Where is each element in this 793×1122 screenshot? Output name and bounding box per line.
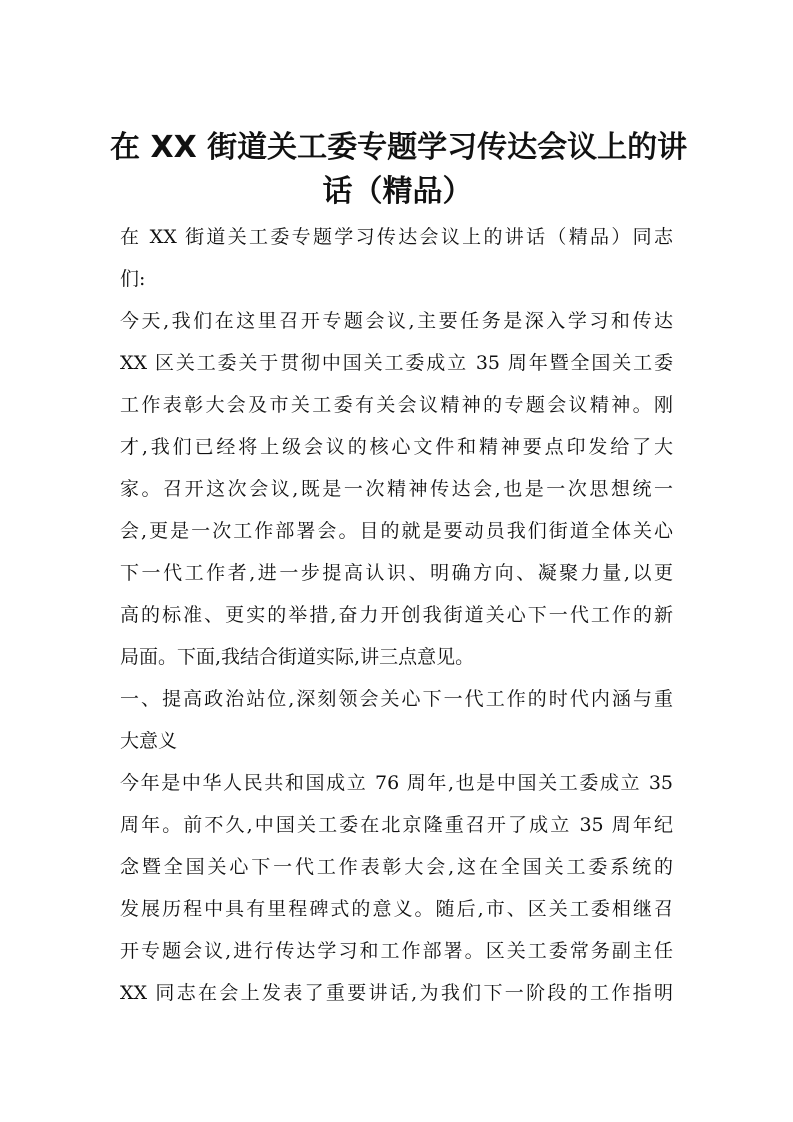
paragraph [120, 216, 673, 300]
text-line: 开专题会议,进行传达学习和工作部署。区关工委常务副主任 [120, 940, 673, 962]
text-line: 大意义 [120, 730, 178, 752]
text-line: 们: [120, 268, 146, 290]
document-title [110, 126, 688, 214]
text-line: 念暨全国关心下一代工作表彰大会,这在全国关工委系统的 [120, 856, 673, 878]
text-line: 会,更是一次工作部署会。目的就是要动员我们街道全体关心 [120, 520, 673, 542]
text-line: 今天,我们在这里召开专题会议,主要任务是深入学习和传达 [120, 310, 673, 332]
text-line: 发展历程中具有里程碑式的意义。随后,市、区关工委相继召 [120, 898, 673, 920]
text-line: 在 XX 街道关工委专题学习传达会议上的讲话（精品）同志 [120, 226, 673, 248]
text-line: 今年是中华人民共和国成立 76 周年,也是中国关工委成立 35 [120, 772, 673, 794]
text-line: XX 区关工委关于贯彻中国关工委成立 35 周年暨全国关工委 [120, 352, 673, 374]
text-line: 局面。下面,我结合街道实际,讲三点意见。 [120, 646, 475, 668]
text-line: 高的标准、更实的举措,奋力开创我街道关心下一代工作的新 [120, 604, 673, 626]
paragraph [120, 678, 673, 762]
text-line: 工作表彰大会及市关工委有关会议精神的专题会议精神。刚 [120, 394, 673, 416]
title-line: 在 XX 街道关工委专题学习传达会议上的讲 [110, 130, 688, 165]
text-line: 下一代工作者,进一步提高认识、明确方向、凝聚力量,以更 [120, 562, 673, 584]
text-line: XX 同志在会上发表了重要讲话,为我们下一阶段的工作指明 [120, 982, 673, 1004]
text-line: 一、提高政治站位,深刻领会关心下一代工作的时代内涵与重 [120, 688, 673, 710]
paragraph [120, 300, 673, 678]
document-body [120, 216, 673, 1014]
text-line: 周年。前不久,中国关工委在北京隆重召开了成立 35 周年纪 [120, 814, 673, 836]
title-line: 话（精品） [322, 174, 473, 209]
paragraph [120, 762, 673, 1014]
text-line: 才,我们已经将上级会议的核心文件和精神要点印发给了大 [120, 436, 673, 458]
text-line: 家。召开这次会议,既是一次精神传达会,也是一次思想统一 [120, 478, 673, 500]
